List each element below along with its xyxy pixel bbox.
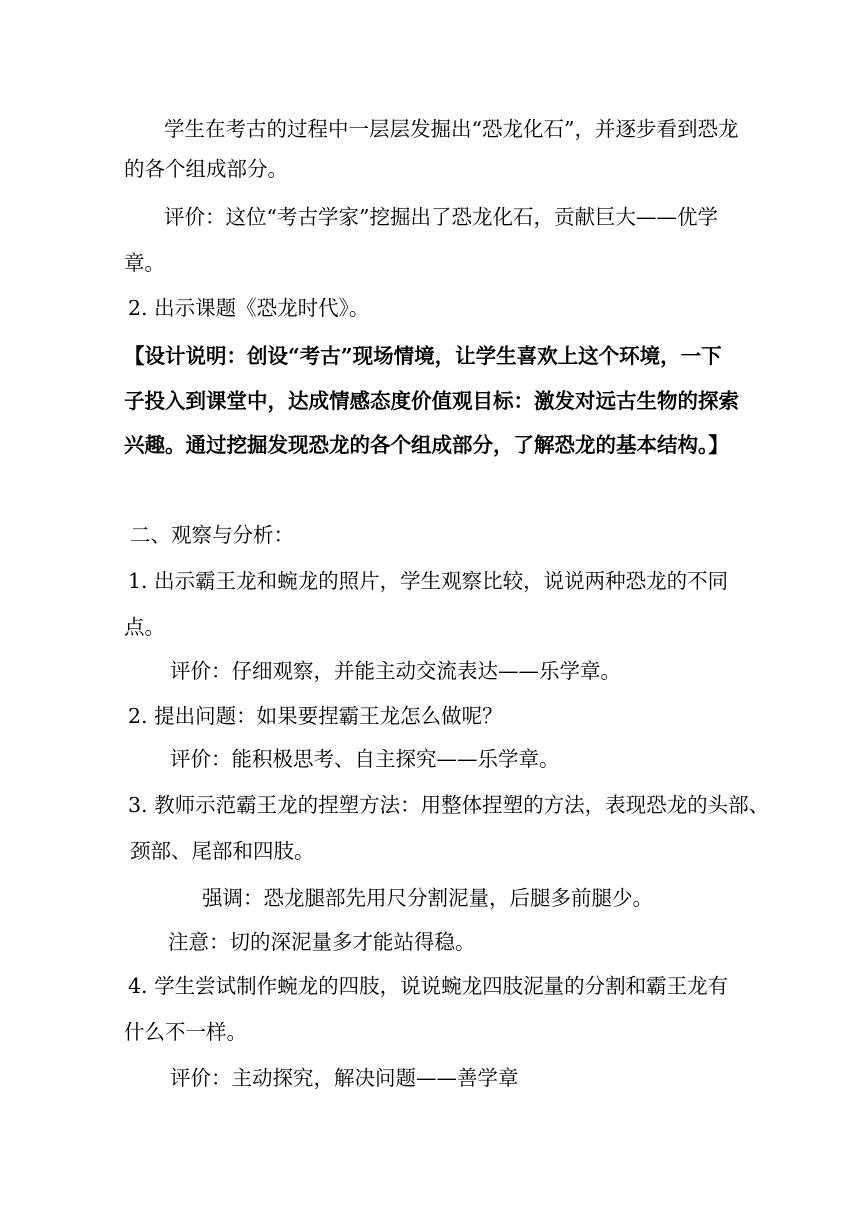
paragraph-line: 章。 xyxy=(124,251,165,275)
paragraph-line: 学生在考古的过程中一层层发掘出“恐龙化石”，并逐步看到恐龙 xyxy=(164,117,739,141)
paragraph-line: 的各个组成部分。 xyxy=(124,157,288,181)
design-note-line: 子投入到课堂中，达成情感态度价值观目标：激发对远古生物的探索 xyxy=(124,389,739,413)
evaluation-line: 评价：仔细观察，并能主动交流表达——乐学章。 xyxy=(170,659,621,683)
list-item: 2. 提出问题：如果要捏霸王龙怎么做呢？ xyxy=(128,704,503,728)
list-item: 4. 学生尝试制作蜿龙的四肢，说说蜿龙四肢泥量的分割和霸王龙有 xyxy=(128,974,729,998)
paragraph-line: 颈部、尾部和四肢。 xyxy=(130,839,315,863)
paragraph-line: 点。 xyxy=(124,615,165,639)
list-item: 2. 出示课题《恐龙时代》。 xyxy=(128,296,370,320)
emphasis-line: 强调：恐龙腿部先用尺分割泥量，后腿多前腿少。 xyxy=(202,886,653,910)
design-note-line: 【设计说明：创设“考古”现场情境，让学生喜欢上这个环境，一下 xyxy=(124,344,722,368)
list-item: 3. 教师示范霸王龙的捏塑方法：用整体捏塑的方法，表现恐龙的头部、 xyxy=(128,793,770,817)
list-item: 1. 出示霸王龙和蜿龙的照片，学生观察比较，说说两种恐龙的不同 xyxy=(128,569,729,593)
design-note-line: 兴趣。通过挖掘发现恐龙的各个组成部分，了解恐龙的基本结构。】 xyxy=(124,433,729,457)
section-heading: 二、观察与分析： xyxy=(130,523,294,547)
evaluation-line: 评价：主动探究，解决问题——善学章 xyxy=(170,1066,519,1090)
paragraph-line: 什么不一样。 xyxy=(124,1020,247,1044)
note-line: 注意：切的深泥量多才能站得稳。 xyxy=(168,930,476,954)
evaluation-line: 评价：能积极思考、自主探究——乐学章。 xyxy=(170,747,560,771)
evaluation-line: 评价：这位“考古学家”挖掘出了恐龙化石，贡献巨大——优学 xyxy=(164,205,718,229)
